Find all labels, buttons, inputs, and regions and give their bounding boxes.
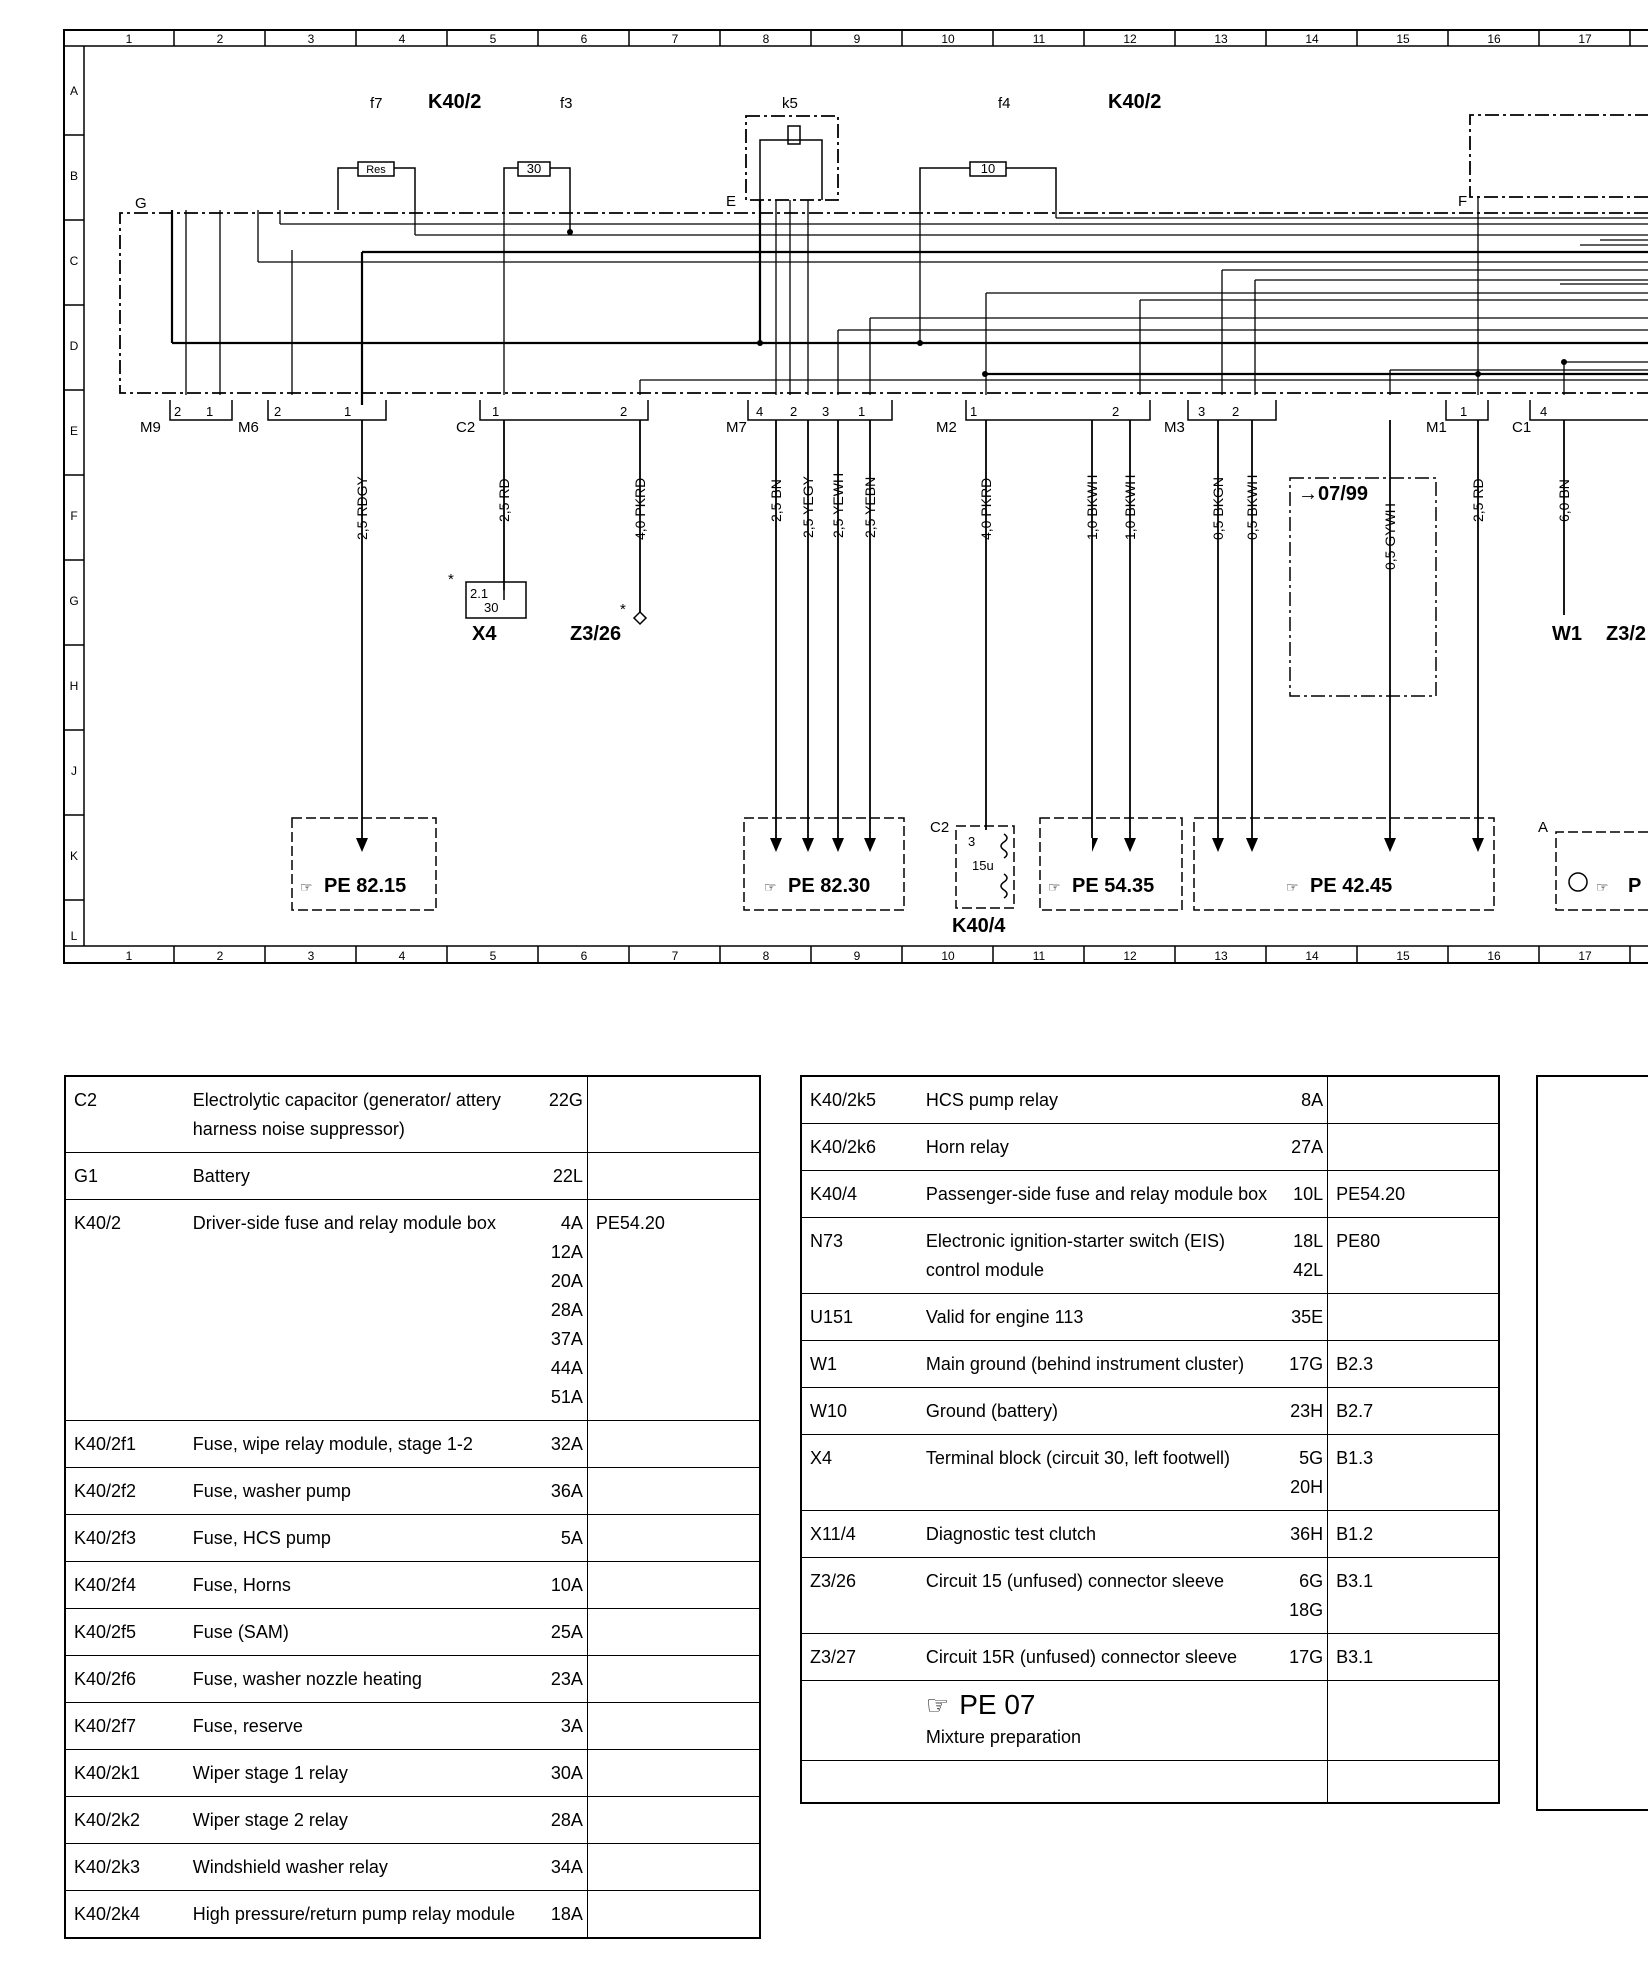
x4-star: *	[448, 571, 454, 588]
grid-col: 3	[307, 32, 315, 46]
legend-row	[65, 1844, 760, 1891]
legend-row	[65, 1656, 760, 1703]
legend-desc: Passenger-side fuse and relay module box	[918, 1171, 1281, 1218]
legend-table-left	[64, 1075, 761, 1939]
x4-pin: 2.1	[470, 586, 489, 601]
pe-box-partial	[1556, 832, 1648, 910]
wire-label: 0,5 BKGN	[1210, 476, 1226, 540]
k40-4-c2-label: C2	[930, 819, 950, 836]
grid-col: 11	[1032, 949, 1046, 963]
legend-code: K40/2f1	[65, 1421, 185, 1468]
grid-col: 12	[1123, 949, 1137, 963]
pe-ref-label: PE 42.45	[1310, 875, 1393, 897]
grid-col: 6	[580, 32, 588, 46]
legend-row	[65, 1609, 760, 1656]
grid-col: 2	[216, 32, 224, 46]
legend-pe-ref: B2.7	[1328, 1388, 1499, 1435]
pe-icon: ☞	[1286, 879, 1299, 895]
legend-code: Z3/26	[801, 1558, 918, 1634]
connector-m2-label: M2	[936, 419, 957, 436]
grid-col: 17	[1578, 949, 1592, 963]
grid-col: 4	[398, 32, 406, 46]
connector-m3-label: M3	[1164, 419, 1185, 436]
z3-26-connector-icon	[634, 612, 646, 624]
legend-code: W1	[801, 1341, 918, 1388]
grid-col: 14	[1305, 949, 1319, 963]
legend-code: K40/2	[65, 1200, 185, 1421]
fuse-f4-rating: 10	[980, 161, 996, 176]
legend-row	[801, 1558, 1499, 1634]
connector-c1-label: C1	[1512, 419, 1532, 436]
legend-desc: Fuse, washer nozzle heating	[185, 1656, 540, 1703]
legend-grid-ref: 8A	[1281, 1076, 1328, 1124]
legend-grid-ref: 5G 20H	[1281, 1435, 1328, 1511]
legend-pe-ref	[587, 1797, 760, 1844]
legend-row	[65, 1515, 760, 1562]
connector-m1-label: M1	[1426, 419, 1447, 436]
pe-note-icon: ☞	[925, 1690, 950, 1720]
legend-code: G1	[65, 1153, 185, 1200]
grid-col: 17	[1578, 32, 1592, 46]
grid-row: H	[69, 679, 79, 693]
legend-row	[801, 1341, 1499, 1388]
legend-grid-ref: 34A	[540, 1844, 587, 1891]
grid-col: 11	[1032, 32, 1046, 46]
k40-2-module-outline	[120, 115, 1648, 393]
legend-grid-ref: 25A	[540, 1609, 587, 1656]
grid-col: 5	[489, 32, 497, 46]
grid-col: 2	[216, 949, 224, 963]
grid-col: 13	[1214, 32, 1228, 46]
a-label: A	[1538, 819, 1549, 836]
legend-code: K40/2f7	[65, 1703, 185, 1750]
legend-desc: Electrolytic capacitor (generator/ attery harness noise suppressor)	[185, 1076, 540, 1153]
legend-code: K40/2f6	[65, 1656, 185, 1703]
fuse-f7-label: f7	[370, 95, 383, 112]
legend-row	[65, 1200, 760, 1421]
grid-col: 8	[762, 32, 770, 46]
pe-icon: ☞	[764, 879, 777, 895]
fuse-f7-rating: Res	[366, 164, 386, 176]
legend-row	[801, 1076, 1499, 1124]
connector-f-label: F	[1458, 193, 1468, 210]
legend-code: Z3/27	[801, 1634, 918, 1681]
pin-label: 2	[1112, 404, 1120, 419]
legend-desc: Fuse, Horns	[185, 1562, 540, 1609]
grid-col: 13	[1214, 949, 1228, 963]
grid-col: 16	[1487, 32, 1501, 46]
pin-label: 1	[970, 404, 978, 419]
legend-pe-ref	[1328, 1076, 1499, 1124]
legend-code: K40/2k1	[65, 1750, 185, 1797]
wire-label: 2,5 RDGY	[354, 476, 370, 540]
legend-desc: Circuit 15 (unfused) connector sleeve	[918, 1558, 1281, 1634]
legend-code: K40/2k3	[65, 1844, 185, 1891]
grid-row: K	[69, 849, 79, 863]
pin-label: 2	[274, 404, 282, 419]
legend-grid-ref: 18A	[540, 1891, 587, 1939]
wire-label: 2,5 YEWH	[830, 472, 846, 538]
k40-4-pin: 3	[968, 834, 976, 849]
grid-row: E	[69, 424, 79, 438]
legend-pe-ref	[587, 1703, 760, 1750]
pin-label: 1	[492, 404, 500, 419]
legend-row	[65, 1703, 760, 1750]
grid-row: C	[69, 254, 79, 268]
legend-row	[801, 1511, 1499, 1558]
legend-row	[65, 1468, 760, 1515]
fuse-f3-rating: 30	[526, 161, 542, 176]
legend-desc: HCS pump relay	[918, 1076, 1281, 1124]
legend-pe-ref	[587, 1609, 760, 1656]
connector-g-label: G	[135, 195, 147, 212]
fuse-f4-label: f4	[998, 95, 1011, 112]
grid-col: 1	[125, 32, 133, 46]
pin-label: 2	[174, 404, 182, 419]
legend-row	[65, 1891, 760, 1939]
z3-26-star: *	[620, 601, 626, 618]
w1-label: W1	[1552, 623, 1582, 645]
legend-grid-ref: 10A	[540, 1562, 587, 1609]
grid-col: 10	[941, 32, 955, 46]
legend-pe-ref	[587, 1750, 760, 1797]
legend-desc: Fuse, wipe relay module, stage 1-2	[185, 1421, 540, 1468]
grid-row: G	[69, 594, 79, 608]
legend-desc: High pressure/return pump relay module	[185, 1891, 540, 1939]
wire-label: 1,0 BKWH	[1122, 474, 1138, 540]
legend-code: K40/2k5	[801, 1076, 918, 1124]
legend-grid-ref: 23H	[1281, 1388, 1328, 1435]
z3-2-label: Z3/2	[1606, 623, 1647, 645]
legend-code: K40/2k2	[65, 1797, 185, 1844]
wire-label: 6,0 BN	[1556, 479, 1572, 522]
legend-code: X4	[801, 1435, 918, 1511]
grid-row: L	[70, 929, 78, 943]
legend-code: X11/4	[801, 1511, 918, 1558]
grid-row: F	[70, 509, 78, 523]
legend-row	[801, 1388, 1499, 1435]
module-label: K40/2	[1108, 91, 1162, 113]
pe-ref-label: PE 54.35	[1072, 875, 1155, 897]
legend-row	[65, 1153, 760, 1200]
legend-grid-ref: 17G	[1281, 1634, 1328, 1681]
legend-table-partial	[1536, 1075, 1648, 1811]
pe-ref-label: P	[1628, 875, 1642, 897]
grid-row: J	[71, 764, 77, 778]
legend-grid-ref: 6G 18G	[1281, 1558, 1328, 1634]
legend-grid-ref: 18L 42L	[1281, 1218, 1328, 1294]
grid-col: 10	[941, 949, 955, 963]
legend-pe-ref	[587, 1515, 760, 1562]
pin-label: 3	[1198, 404, 1206, 419]
connector-m6-label: M6	[238, 419, 259, 436]
legend-grid-ref: 36H	[1281, 1511, 1328, 1558]
legend-grid-ref: 17G	[1281, 1341, 1328, 1388]
grid-row: A	[69, 84, 79, 98]
legend-desc: Driver-side fuse and relay module box	[185, 1200, 540, 1421]
legend-row	[65, 1421, 760, 1468]
legend-code: U151	[801, 1294, 918, 1341]
legend-empty-row	[801, 1761, 1499, 1804]
connector-c2-label: C2	[456, 419, 476, 436]
wire-label: 0,5 BKWH	[1244, 474, 1260, 540]
wire-label: 2,5 YEGY	[800, 475, 816, 538]
legend-grid-ref: 22L	[540, 1153, 587, 1200]
legend-code: K40/2k6	[801, 1124, 918, 1171]
fuse-f3-label: f3	[560, 95, 573, 112]
pin-label: 1	[1460, 404, 1468, 419]
grid-col: 9	[853, 949, 861, 963]
legend-desc: Fuse, reserve	[185, 1703, 540, 1750]
legend-grid-ref: 22G	[540, 1076, 587, 1153]
legend-row	[801, 1124, 1499, 1171]
legend-grid-ref: 23A	[540, 1656, 587, 1703]
legend-desc: Wiper stage 1 relay	[185, 1750, 540, 1797]
legend-grid-ref: 5A	[540, 1515, 587, 1562]
legend-pe-ref: B2.3	[1328, 1341, 1499, 1388]
pin-label: 4	[1540, 404, 1548, 419]
legend-pe-ref: B1.3	[1328, 1435, 1499, 1511]
pe-note-title: PE 07	[959, 1689, 1036, 1720]
legend-code: N73	[801, 1218, 918, 1294]
pe-ref-label: PE 82.15	[324, 875, 407, 897]
legend-pe-ref: B3.1	[1328, 1558, 1499, 1634]
grid-col: 1	[125, 949, 133, 963]
legend-grid-ref: 35E	[1281, 1294, 1328, 1341]
legend-pe-ref: PE54.20	[1328, 1171, 1499, 1218]
grid-row: B	[69, 169, 79, 183]
wire-label: 2,5 BN	[768, 479, 784, 522]
wire-label: 1,0 BKWH	[1084, 474, 1100, 540]
grid-col: 12	[1123, 32, 1137, 46]
legend-pe-ref	[587, 1844, 760, 1891]
legend-grid-ref: 32A	[540, 1421, 587, 1468]
ground-symbol-icon	[1569, 873, 1587, 891]
x4-label: X4	[472, 623, 497, 645]
legend-row	[65, 1562, 760, 1609]
legend-desc: Windshield washer relay	[185, 1844, 540, 1891]
grid-col: 3	[307, 949, 315, 963]
legend-desc: Horn relay	[918, 1124, 1281, 1171]
pe-icon: ☞	[300, 879, 313, 895]
legend-row	[65, 1076, 760, 1153]
legend-code: K40/2f4	[65, 1562, 185, 1609]
k40-4-label: K40/4	[952, 915, 1006, 937]
grid-col: 6	[580, 949, 588, 963]
wire-label: 2,5 RD	[1470, 478, 1486, 522]
legend-desc: Main ground (behind instrument cluster)	[918, 1341, 1281, 1388]
wire-label: 2,5 YEBN	[862, 476, 878, 538]
legend-row	[801, 1634, 1499, 1681]
connector-e-label: E	[726, 193, 737, 210]
date-validity-box	[1290, 478, 1436, 696]
pe-note-subtitle: Mixture preparation	[925, 1727, 1081, 1747]
legend-pe-ref	[587, 1891, 760, 1939]
grid-col: 7	[671, 32, 679, 46]
legend-grid-ref: 36A	[540, 1468, 587, 1515]
grid-col: 4	[398, 949, 406, 963]
legend-code: C2	[65, 1076, 185, 1153]
legend-desc: Circuit 15R (unfused) connector sleeve	[918, 1634, 1281, 1681]
grid-col: 9	[853, 32, 861, 46]
legend-pe-ref	[587, 1562, 760, 1609]
legend-code: K40/2f5	[65, 1609, 185, 1656]
grid-col: 14	[1305, 32, 1319, 46]
legend-grid-ref: 30A	[540, 1750, 587, 1797]
legend-code: K40/2f2	[65, 1468, 185, 1515]
legend-row	[801, 1218, 1499, 1294]
legend-pe-ref	[587, 1656, 760, 1703]
legend-grid-ref: 3A	[540, 1703, 587, 1750]
pin-label: 1	[858, 404, 866, 419]
grid-col: 15	[1396, 949, 1410, 963]
z3-26-label: Z3/26	[570, 623, 622, 645]
connector-m7-label: M7	[726, 419, 747, 436]
grid-col: 16	[1487, 949, 1501, 963]
pe-note-row	[801, 1681, 1499, 1761]
legend-pe-ref	[587, 1153, 760, 1200]
legend-pe-ref: B1.2	[1328, 1511, 1499, 1558]
legend-row	[801, 1435, 1499, 1511]
pe-icon: ☞	[1596, 879, 1609, 895]
legend-pe-ref: PE80	[1328, 1218, 1499, 1294]
pe-icon: ☞	[1048, 879, 1061, 895]
legend-desc: Fuse (SAM)	[185, 1609, 540, 1656]
connector-m9-label: M9	[140, 419, 161, 436]
legend-pe-ref: B3.1	[1328, 1634, 1499, 1681]
legend-grid-ref: 28A	[540, 1797, 587, 1844]
wire-label: 4,0 PKRD	[978, 477, 994, 540]
legend-desc: Fuse, HCS pump	[185, 1515, 540, 1562]
date-validity-label: →07/99	[1298, 483, 1369, 505]
legend-row	[801, 1294, 1499, 1341]
relay-k5-label: k5	[782, 95, 798, 112]
legend-code: K40/4	[801, 1171, 918, 1218]
grid-col: 15	[1396, 32, 1410, 46]
grid-col: 8	[762, 949, 770, 963]
legend-pe-ref	[587, 1076, 760, 1153]
pin-label: 1	[344, 404, 352, 419]
wire-label: 0,5 GYWH	[1382, 503, 1398, 570]
legend-pe-ref	[587, 1421, 760, 1468]
legend-pe-ref	[1328, 1124, 1499, 1171]
pe-ref-label: PE 82.30	[788, 875, 871, 897]
x4-pin: 30	[484, 600, 499, 615]
legend-desc: Wiper stage 2 relay	[185, 1797, 540, 1844]
legend-desc: Battery	[185, 1153, 540, 1200]
pin-label: 2	[1232, 404, 1240, 419]
module-label: K40/2	[428, 91, 482, 113]
legend-desc: Fuse, washer pump	[185, 1468, 540, 1515]
grid-col: 5	[489, 949, 497, 963]
pin-label: 2	[790, 404, 798, 419]
grid-row: D	[69, 339, 79, 353]
legend-grid-ref: 4A 12A 20A 28A 37A 44A 51A	[540, 1200, 587, 1421]
legend-grid-ref: 10L	[1281, 1171, 1328, 1218]
pin-label: 3	[822, 404, 830, 419]
legend-pe-ref: PE54.20	[587, 1200, 760, 1421]
legend-pe-ref	[1328, 1294, 1499, 1341]
legend-row	[65, 1797, 760, 1844]
legend-code: W10	[801, 1388, 918, 1435]
wire-label: 2,5 RD	[496, 478, 512, 522]
pin-label: 4	[756, 404, 764, 419]
grid-col: 7	[671, 949, 679, 963]
legend-desc: Ground (battery)	[918, 1388, 1281, 1435]
legend-grid-ref: 27A	[1281, 1124, 1328, 1171]
legend-code: K40/2k4	[65, 1891, 185, 1939]
legend-desc: Electronic ignition-starter switch (EIS) control module	[918, 1218, 1281, 1294]
k40-4-pin: 15u	[972, 858, 994, 873]
pin-label: 2	[620, 404, 628, 419]
legend-row	[65, 1750, 760, 1797]
legend-desc: Terminal block (circuit 30, left footwell)	[918, 1435, 1281, 1511]
legend-code: K40/2f3	[65, 1515, 185, 1562]
legend-row	[801, 1171, 1499, 1218]
legend-desc: Valid for engine 113	[918, 1294, 1281, 1341]
legend-pe-ref	[587, 1468, 760, 1515]
wire-label: 4,0 PKRD	[632, 477, 648, 540]
pin-label: 1	[206, 404, 214, 419]
legend-desc: Diagnostic test clutch	[918, 1511, 1281, 1558]
legend-table-right	[800, 1075, 1500, 1804]
